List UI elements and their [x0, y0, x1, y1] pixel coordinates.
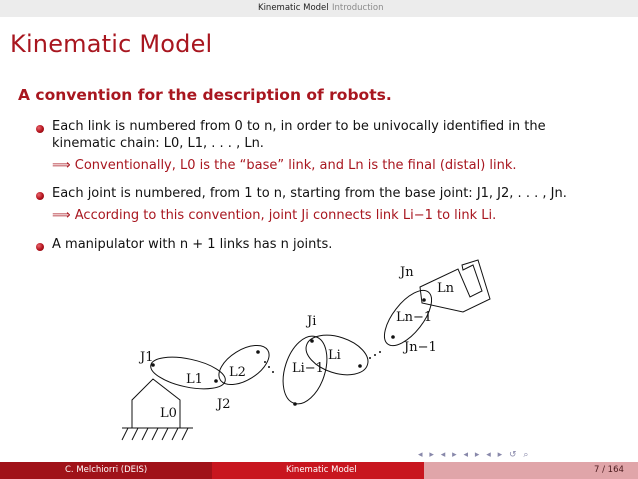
- label-li-1: Li−1: [292, 361, 324, 376]
- footer-author: C. Melchiorri (DEIS): [65, 465, 148, 475]
- label-l1: L1: [186, 372, 203, 387]
- footer-page-number: 7 / 164: [594, 465, 624, 475]
- bullet-1-implication: ⟹ Conventionally, L0 is the “base” link, and Ln is the final (distal) link.: [52, 158, 517, 173]
- beamer-nav-symbols[interactable]: ◂ ▸ ◂ ▸ ◂ ▸ ◂ ▸ ↺ ⌕: [418, 450, 531, 460]
- bullet-2-line-1: Each joint is numbered, from 1 to n, starting from the base joint: J1, J2, . . . , Jn.: [52, 186, 567, 201]
- ground-hatch: [122, 428, 193, 440]
- footer-title-cell: [212, 462, 424, 479]
- label-l2: L2: [229, 365, 246, 380]
- end-effector-ln: [420, 260, 490, 312]
- frame-title: Kinematic Model: [10, 30, 213, 58]
- block-title: A convention for the description of robots.: [18, 86, 392, 104]
- label-ji: Ji: [307, 314, 317, 329]
- label-ln-1: Ln−1: [396, 310, 433, 325]
- joint-dots: [151, 298, 426, 406]
- section-nav-bar: [0, 0, 638, 17]
- nav-section-kinematic-model[interactable]: Kinematic Model: [258, 3, 329, 13]
- label-j1: J1: [140, 350, 154, 365]
- bullet-1-line-2: kinematic chain: L0, L1, . . . , Ln.: [52, 136, 264, 151]
- bullet-3-line-1: A manipulator with n + 1 links has n joints.: [52, 237, 333, 252]
- label-l0: L0: [160, 406, 177, 421]
- label-jn-1: Jn−1: [404, 340, 437, 355]
- label-jn: Jn: [400, 265, 414, 280]
- kinematic-chain-diagram: [100, 255, 520, 445]
- label-li: Li: [328, 348, 341, 363]
- bullet-icon: [36, 192, 44, 200]
- bullet-icon: [36, 243, 44, 251]
- footer-title: Kinematic Model: [286, 465, 357, 475]
- bullet-2-implication: ⟹ According to this convention, joint Ji connects link Li−1 to link Li.: [52, 208, 497, 223]
- bullet-1-line-1: Each link is numbered from 0 to n, in order to be univocally identified in the: [52, 119, 546, 134]
- footer-bar: [0, 462, 638, 479]
- bullet-icon: [36, 125, 44, 133]
- nav-section-introduction[interactable]: Introduction: [332, 3, 384, 13]
- label-j2: J2: [217, 397, 231, 412]
- footer-author-cell: [0, 462, 212, 479]
- footer-page-cell: [424, 462, 638, 479]
- label-ln: Ln: [437, 281, 455, 296]
